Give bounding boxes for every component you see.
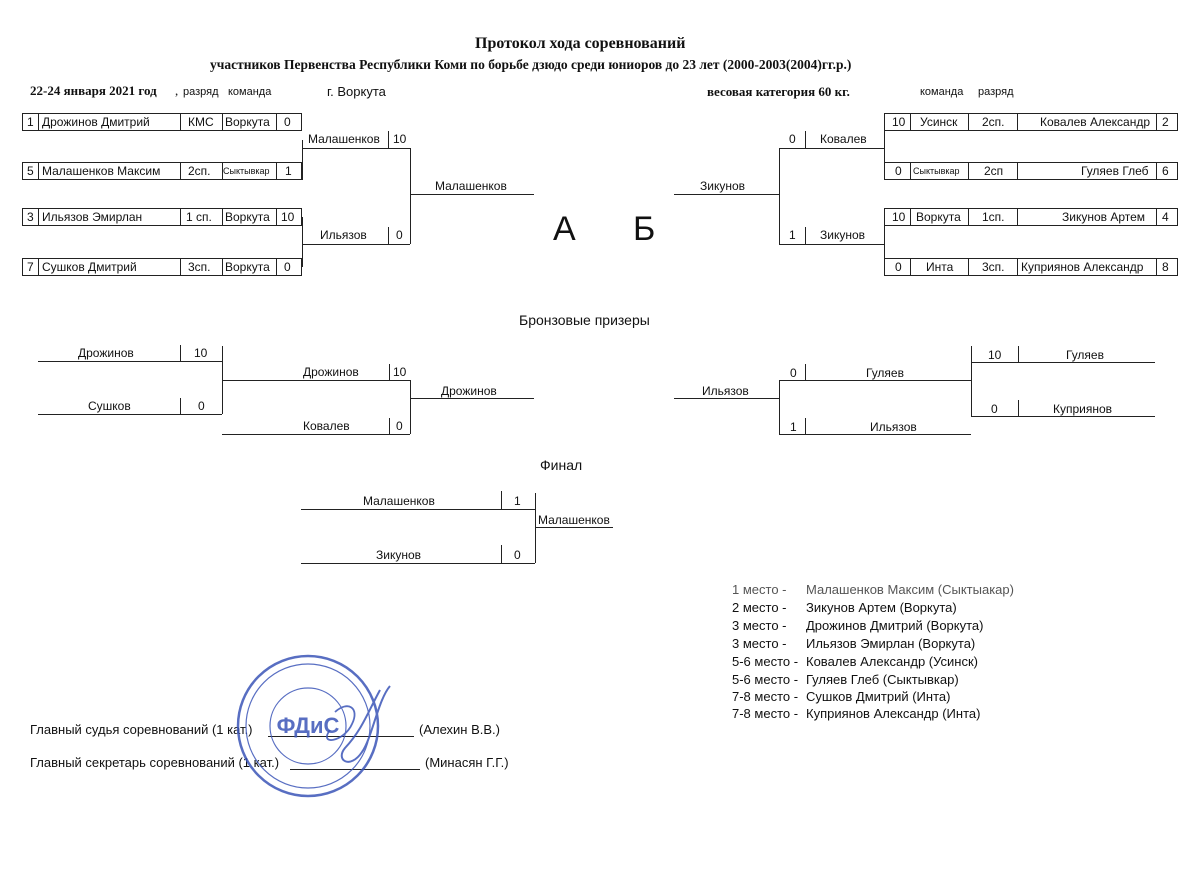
seed-number: 5 <box>27 164 34 178</box>
result-place: 1 место - <box>732 582 787 597</box>
result-athlete: Зикунов Артем (Воркута) <box>806 600 957 615</box>
bronze-section-title: Бронзовые призеры <box>519 312 650 328</box>
stamp-center-text: ФДиС <box>276 713 340 738</box>
bout-score: 10 <box>892 210 906 224</box>
chief-secretary-name: (Минасян Г.Г.) <box>425 755 509 770</box>
athlete-name: Куприянов Александр <box>1021 260 1144 274</box>
chief-judge-role: Главный судья соревнований (1 кат.) <box>30 722 253 737</box>
round2-name: Ильязов <box>320 228 367 242</box>
bronze-r1-score: 0 <box>198 399 205 413</box>
bout-score: 0 <box>895 164 902 178</box>
result-place: 5-6 место - <box>732 654 799 669</box>
pool-b-label: Б <box>633 210 656 248</box>
document-subtitle: участников Первенства Республики Коми по борьбе дзюдо среди юниоров до 23 лет (2000-2003(2004)гг.р.) <box>210 57 852 72</box>
pool-b-winner: Зикунов <box>700 179 746 193</box>
round2-score: 10 <box>393 132 407 146</box>
bronze-r2-score: 0 <box>790 366 797 380</box>
rank-column-label-right: разряд <box>978 86 1014 98</box>
bronze-r1-name: Куприянов <box>1053 402 1113 416</box>
bronze-r2-name: Гуляев <box>866 366 904 380</box>
athlete-rank: 2сп. <box>188 164 211 178</box>
team-column-label-right: команда <box>920 86 964 98</box>
pool-a-winner: Малашенков <box>435 179 507 193</box>
final-player-name: Малашенков <box>363 494 435 508</box>
athlete-team: Усинск <box>920 115 958 129</box>
weight-category: весовая категория 60 кг. <box>707 84 850 99</box>
bronze-r2-score: 10 <box>393 365 407 379</box>
bronze-r1-score: 10 <box>988 348 1002 362</box>
result-athlete: Ковалев Александр (Усинск) <box>806 654 978 669</box>
result-athlete: Куприянов Александр (Инта) <box>806 706 981 721</box>
athlete-rank: 3сп. <box>982 260 1005 274</box>
bout-score: 10 <box>892 115 906 129</box>
round2-score: 1 <box>789 228 796 242</box>
athlete-name: Малашенков Максим <box>42 164 161 178</box>
athlete-rank: 3сп. <box>188 260 211 274</box>
round2-name: Малашенков <box>308 132 380 146</box>
bronze-r1-name: Дрожинов <box>78 346 134 360</box>
seed-number: 6 <box>1162 164 1169 178</box>
athlete-name: Гуляев Глеб <box>1081 164 1149 178</box>
seed-number: 3 <box>27 210 34 224</box>
athlete-team: Сыктывкар <box>223 166 270 176</box>
bronze-r1-name: Сушков <box>88 399 131 413</box>
result-place: 3 место - <box>732 618 787 633</box>
athlete-name: Дрожинов Дмитрий <box>42 115 150 129</box>
rank-column-label: разряд <box>183 86 219 98</box>
athlete-rank: 1 сп. <box>186 210 212 224</box>
bronze-r2-name: Ильязов <box>870 420 917 434</box>
bronze-left-winner: Дрожинов <box>441 384 497 398</box>
result-place: 3 место - <box>732 636 787 651</box>
seed-number: 1 <box>27 115 34 129</box>
result-place: 5-6 место - <box>732 672 799 687</box>
seed-number: 7 <box>27 260 34 274</box>
bronze-r1-name: Гуляев <box>1066 348 1104 362</box>
round2-score: 0 <box>396 228 403 242</box>
result-athlete: Сушков Дмитрий (Инта) <box>806 689 951 704</box>
round2-name: Зикунов <box>820 228 866 242</box>
athlete-name: Ильязов Эмирлан <box>42 210 143 224</box>
athlete-team: Воркута <box>225 115 270 129</box>
pool-a-label: А <box>553 210 576 248</box>
athlete-team: Воркута <box>225 260 270 274</box>
result-place: 7-8 место - <box>732 706 799 721</box>
athlete-rank: 2сп <box>984 164 1004 178</box>
bronze-r1-score: 0 <box>991 402 998 416</box>
athlete-name: Ковалев Александр <box>1040 115 1151 129</box>
document-title: Протокол хода соревнований <box>475 35 686 52</box>
final-winner: Малашенков <box>538 513 610 527</box>
seed-number: 2 <box>1162 115 1169 129</box>
final-section-title: Финал <box>540 457 583 473</box>
bronze-r2-name: Дрожинов <box>303 365 359 379</box>
athlete-team: Воркута <box>916 210 961 224</box>
bronze-r2-score: 0 <box>396 419 403 433</box>
athlete-rank: КМС <box>188 115 214 129</box>
athlete-team: Инта <box>926 260 954 274</box>
bout-score: 1 <box>285 164 292 178</box>
athlete-name: Зикунов Артем <box>1062 210 1146 224</box>
result-athlete: Ильязов Эмирлан (Воркута) <box>806 636 976 651</box>
athlete-team: Воркута <box>225 210 270 224</box>
chief-judge-name: (Алехин В.В.) <box>419 722 500 737</box>
chief-secretary-role: Главный секретарь соревнований (1 кат.) <box>30 755 280 770</box>
athlete-rank: 1сп. <box>982 210 1005 224</box>
final-player-score: 1 <box>514 494 521 508</box>
seed-number: 4 <box>1162 210 1169 224</box>
athlete-team: Сыктывкар <box>913 166 960 176</box>
bronze-right-winner: Ильязов <box>702 384 749 398</box>
result-athlete: Малашенков Максим (Сыктыакар) <box>806 582 1014 597</box>
bout-score: 0 <box>284 260 291 274</box>
athlete-name: Сушков Дмитрий <box>42 260 137 274</box>
final-player-name: Зикунов <box>376 548 422 562</box>
competition-dates: 22-24 января 2021 год <box>30 83 157 98</box>
competition-city: г. Воркута <box>327 84 386 99</box>
bout-score: 0 <box>895 260 902 274</box>
seed-number: 8 <box>1162 260 1169 274</box>
final-player-score: 0 <box>514 548 521 562</box>
bronze-r2-name: Ковалев <box>303 419 350 433</box>
bout-score: 0 <box>284 115 291 129</box>
bronze-r2-score: 1 <box>790 420 797 434</box>
bout-score: 10 <box>281 210 295 224</box>
result-place: 2 место - <box>732 600 787 615</box>
bronze-r1-score: 10 <box>194 346 208 360</box>
team-column-label: команда <box>228 86 272 98</box>
round2-score: 0 <box>789 132 796 146</box>
result-place: 7-8 место - <box>732 689 799 704</box>
round2-name: Ковалев <box>820 132 867 146</box>
result-athlete: Гуляев Глеб (Сыктывкар) <box>806 672 959 687</box>
result-athlete: Дрожинов Дмитрий (Воркута) <box>806 618 984 633</box>
athlete-rank: 2сп. <box>982 115 1005 129</box>
